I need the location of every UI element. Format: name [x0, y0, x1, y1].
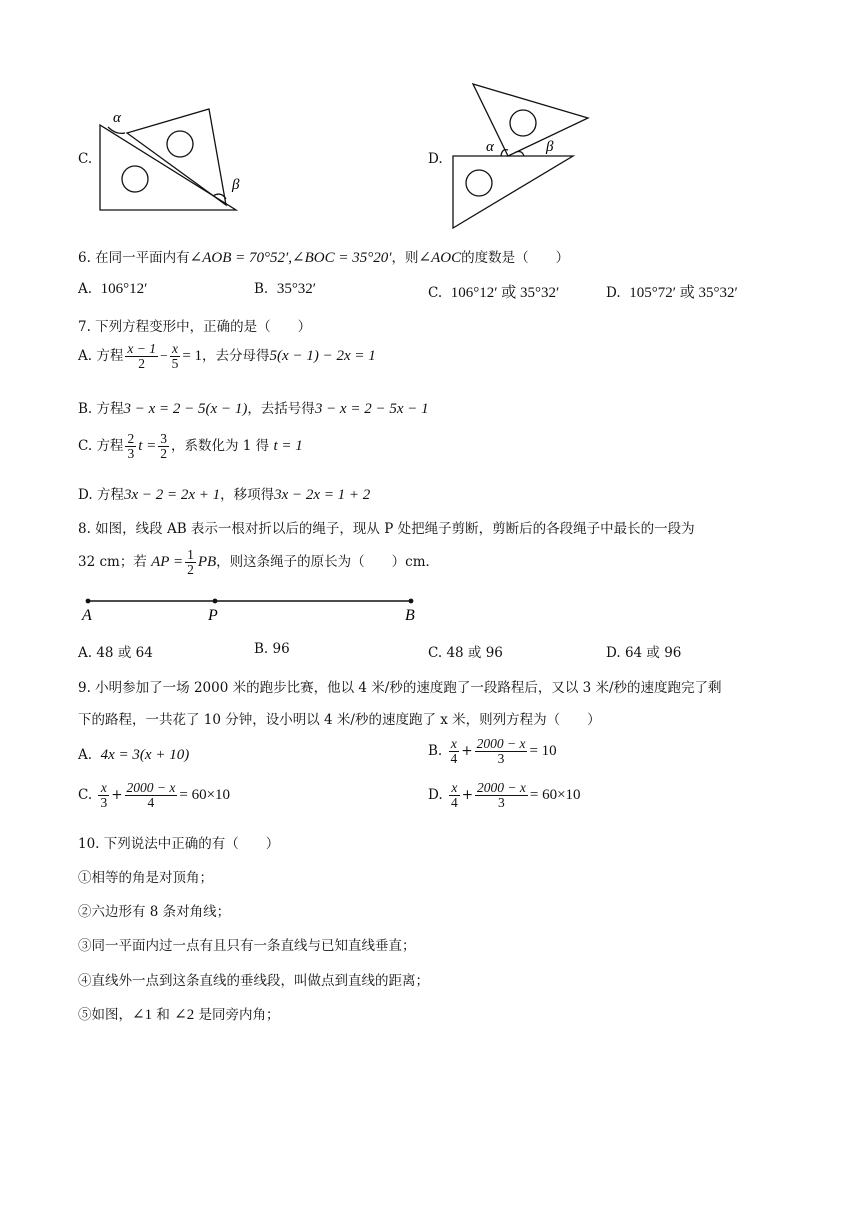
figure-option-c	[95, 105, 240, 215]
set-square-hole	[122, 166, 148, 192]
question-9-option-b: B. $\frac{x}{4}$ + $\frac{2000 - x}{3}$ = 10	[428, 736, 557, 767]
point-p	[213, 599, 218, 604]
statement-3: ③同一平面内过一点有且只有一条直线与已知直线垂直；	[78, 938, 416, 954]
set-square-bottom	[453, 156, 573, 228]
question-7-option-a: A. 方程 $\frac{x - 1}{2}$ − $\frac{x}{5}$ = 1，去分母得5(x − 1) − 2x = 1	[78, 341, 376, 372]
option-c-label: C.	[78, 151, 93, 167]
option-d-label: D.	[428, 151, 443, 167]
question-7-option-b: B. 方程3 − x = 2 − 5(x − 1)，去括号得3 − x = 2 − 5x − 1	[78, 401, 429, 417]
question-10-stem: 10. 下列说法中正确的有（ ）	[78, 836, 280, 852]
question-8-line-2: 32 cm；若 AP = $\frac{1}{2}$ PB，则这条绳子的原长为（ ）cm．	[78, 547, 440, 578]
question-7-option-c: C. 方程 $\frac{2}{3}$ t = $\frac{3}{2}$ ，系数化为 1 得 t = 1	[78, 431, 303, 462]
set-square-hole	[510, 110, 536, 136]
angle-alpha-arc	[108, 127, 125, 133]
statement-5: ⑤如图，∠1 和 ∠2 是同旁内角；	[78, 1007, 280, 1023]
point-p-label: P	[208, 607, 218, 624]
question-8-option-c: C. 48 或 96	[428, 645, 503, 661]
point-b-label: B	[405, 607, 415, 624]
statement-2: ②六边形有 8 条对角线；	[78, 904, 231, 920]
alpha-label: α	[113, 110, 121, 126]
question-8-option-a: A. 48 或 64	[78, 645, 153, 661]
question-6-option-d: D. 105°72′ 或 35°32′	[606, 285, 738, 301]
statement-4: ④直线外一点到这条直线的垂线段，叫做点到直线的距离；	[78, 973, 429, 989]
question-6-option-a: A. 106°12′	[78, 281, 148, 297]
question-9-option-a: A. 4x = 3(x + 10)	[78, 747, 190, 763]
question-9-option-c: C. $\frac{x}{3}$ + $\frac{2000 - x}{4}$ = 60×10	[78, 780, 231, 811]
angle-beta-arc	[516, 152, 524, 157]
question-9-option-d: D. $\frac{x}{4}$ + $\frac{2000 - x}{3}$ = 60×10	[428, 780, 581, 811]
question-8-line-1: 8. 如图，线段 AB 表示一根对折以后的绳子，现从 P 处把绳子剪断，剪断后的各段绳子中最长的一段为	[78, 521, 695, 537]
question-9-line-2: 下的路程，一共花了 10 分钟，设小明以 4 米/秒的速度跑了 x 米，则列方程为（ ）	[78, 712, 601, 728]
statement-1: ①相等的角是对顶角；	[78, 870, 213, 886]
question-6-option-c: C. 106°12′ 或 35°32′	[428, 285, 560, 301]
alpha-label: α	[486, 139, 494, 155]
question-7-stem: 7. 下列方程变形中，正确的是（ ）	[78, 319, 312, 335]
point-a	[86, 599, 91, 604]
point-b	[409, 599, 414, 604]
beta-label: β	[232, 177, 240, 193]
question-7-option-d: D. 方程3x − 2 = 2x + 1，移项得3x − 2x = 1 + 2	[78, 487, 371, 503]
question-9-line-1: 9. 小明参加了一场 2000 米的跑步比赛，他以 4 米/秒的速度跑了一段路程后，又以 3 米/秒的速度跑完了剩	[78, 680, 722, 696]
question-8-option-d: D. 64 或 96	[606, 645, 682, 661]
question-8-option-b: B. 96	[254, 641, 290, 657]
question-6-stem: 6. 在同一平面内有∠AOB = 70°52′,∠BOC = 35°20′，则∠AOC的度数是（ ）	[78, 250, 570, 266]
segment-ab-figure	[78, 592, 423, 626]
point-a-label: A	[82, 607, 92, 624]
set-square-hole	[167, 131, 193, 157]
set-square-hole	[466, 170, 492, 196]
question-6-option-b: B. 35°32′	[254, 281, 317, 297]
beta-label: β	[546, 139, 554, 155]
figure-option-d	[448, 80, 593, 232]
